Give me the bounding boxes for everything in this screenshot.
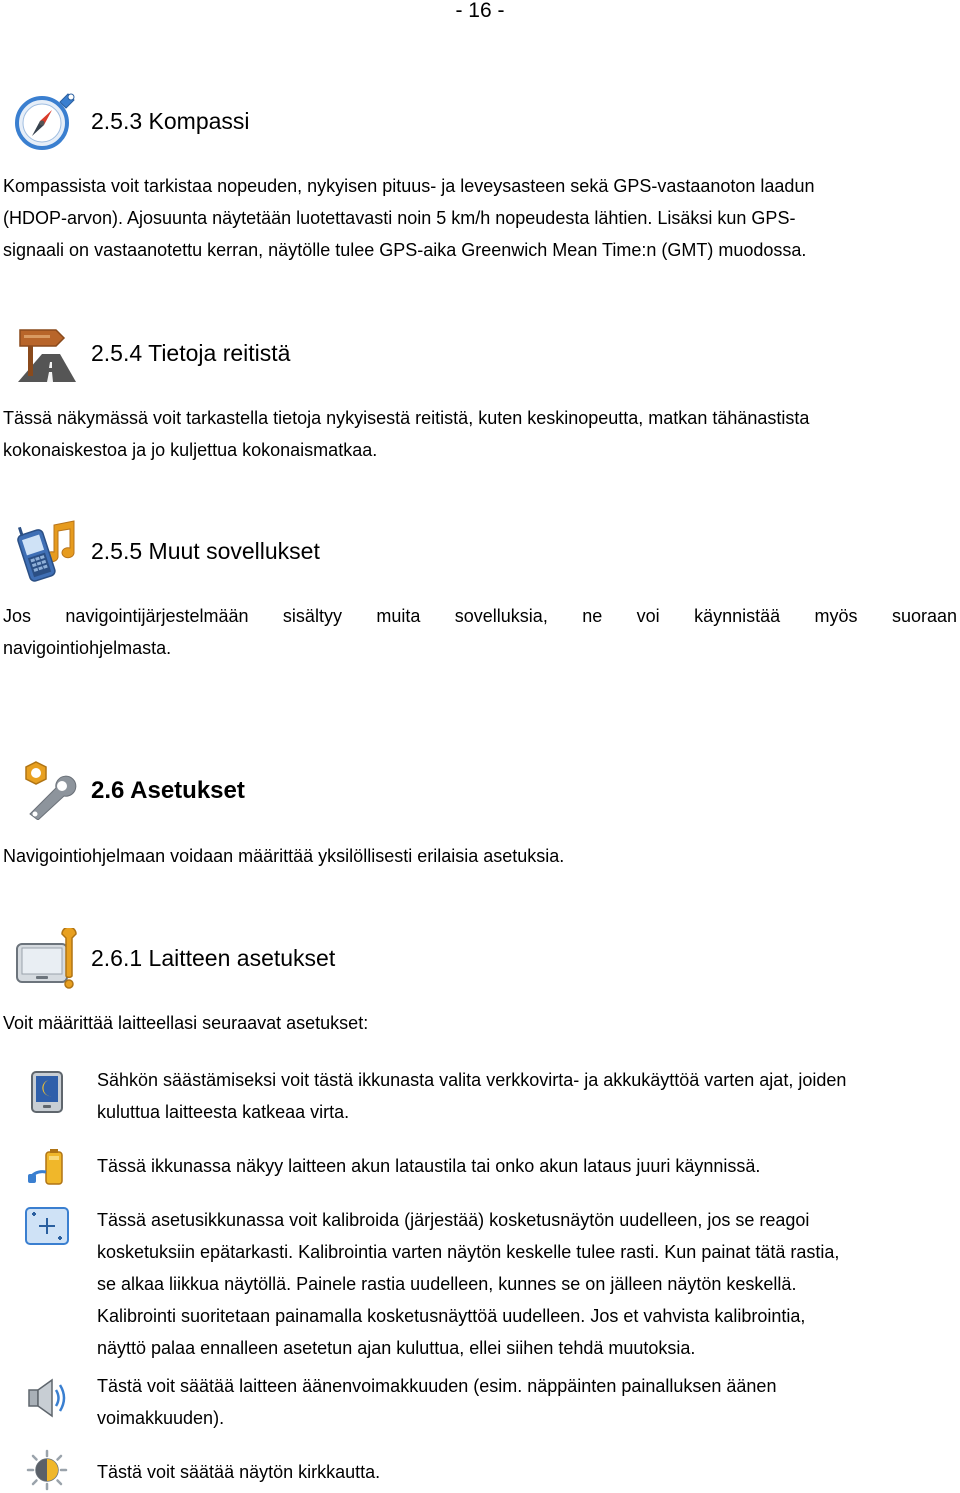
item-line: kuluttua laitteesta katkeaa virta. [97,1102,350,1122]
item-line: näyttö palaa ennalleen asetetun ajan kuluttua, ellei siihen tehdä muutoksia. [97,1338,696,1358]
heading-other-apps: 2.5.5 Muut sovellukset [91,538,320,564]
settings-item-brightness [97,1456,957,1488]
settings-item-calibration [97,1204,957,1364]
settings-item-volume [97,1370,957,1434]
brightness-sun-icon [26,1449,68,1491]
item-line: se alkaa liikkua näytöllä. Painele rastia uudelleen, kunnes se on jälleen näytön keskellä. [97,1274,797,1294]
paragraph-line: Voit määrittää laitteellasi seuraavat asetukset: [3,1013,369,1033]
paragraph-line: signaali on vastaanotettu kerran, näytölle tulee GPS-aika Greenwich Mean Time:n (GMT) muodossa. [3,240,807,260]
power-save-moon-icon [30,1070,64,1114]
speaker-volume-icon [26,1376,68,1420]
item-line: Kalibrointi suoritetaan painamalla kosketusnäyttöä uudelleen. Jos et vahvista kalibrointia, [97,1306,806,1326]
page-number: - 16 - [455,0,505,22]
item-line: Tässä asetusikkunassa voit kalibroida (järjestää) kosketusnäytön uudelleen, jos se reagoi [97,1210,810,1230]
paragraph-other-apps [3,600,957,632]
calibration-screen-icon [24,1206,70,1246]
item-line: Tästä voit säätää näytön kirkkautta. [97,1462,381,1482]
heading-settings: 2.6 Asetukset [91,777,245,804]
paragraph-line: Tässä näkymässä voit tarkastella tietoja nykyisestä reitistä, kuten keskinopeutta, matkan tähänastista [3,408,810,428]
paragraph-route-info [3,402,957,466]
battery-plug-icon [26,1148,68,1188]
item-line: Tästä voit säätää laitteen äänenvoimakkuuden (esim. näppäinten painalluksen äänen [97,1376,777,1396]
heading-compass: 2.5.3 Kompassi [91,108,250,134]
device-settings-icon [14,928,80,990]
heading-device-settings: 2.6.1 Laitteen asetukset [91,945,336,971]
settings-item-power [97,1064,957,1128]
paragraph-other-apps-end [3,632,957,664]
paragraph-compass [3,170,957,266]
paragraph-device-settings [3,1007,957,1039]
paragraph-line: Kompassista voit tarkistaa nopeuden, nykyisen pituus- ja leveysasteen sekä GPS-vastaanoton laadun [3,176,815,196]
settings-wrench-icon [16,760,78,820]
heading-route-info: 2.5.4 Tietoja reitistä [91,340,291,366]
paragraph-line: navigointiohjelmasta. [3,638,172,658]
paragraph-line: kokonaiskestoa ja jo kuljettua kokonaismatkaa. [3,440,378,460]
item-line: Tässä ikkunassa näkyy laitteen akun lataustila tai onko akun lataus juuri käynnissä. [97,1156,761,1176]
phone-music-icon [14,517,78,583]
compass-icon [14,90,78,152]
paragraph-line: (HDOP-arvon). Ajosuunta näytetään luotettavasti noin 5 km/h nopeudesta lähtien. Lisäksi kun GPS- [3,208,796,228]
item-line: kosketuksiin epätarkasti. Kalibrointia varten näytön keskelle tulee rasti. Kun painat tätä rastia, [97,1242,840,1262]
paragraph-settings [3,840,957,872]
paragraph-line: Navigointiohjelmaan voidaan määrittää yksilöllisesti erilaisia asetuksia. [3,846,565,866]
item-line: Sähkön säästämiseksi voit tästä ikkunasta valita verkkovirta- ja akkukäyttöä varten ajat, joiden [97,1070,847,1090]
paragraph-line: Jos navigointijärjestelmään sisältyy muita sovelluksia, ne voi käynnistää myös suoraan [3,606,957,626]
route-signpost-icon [14,322,80,384]
item-line: voimakkuuden). [97,1408,225,1428]
settings-item-battery [97,1150,957,1182]
